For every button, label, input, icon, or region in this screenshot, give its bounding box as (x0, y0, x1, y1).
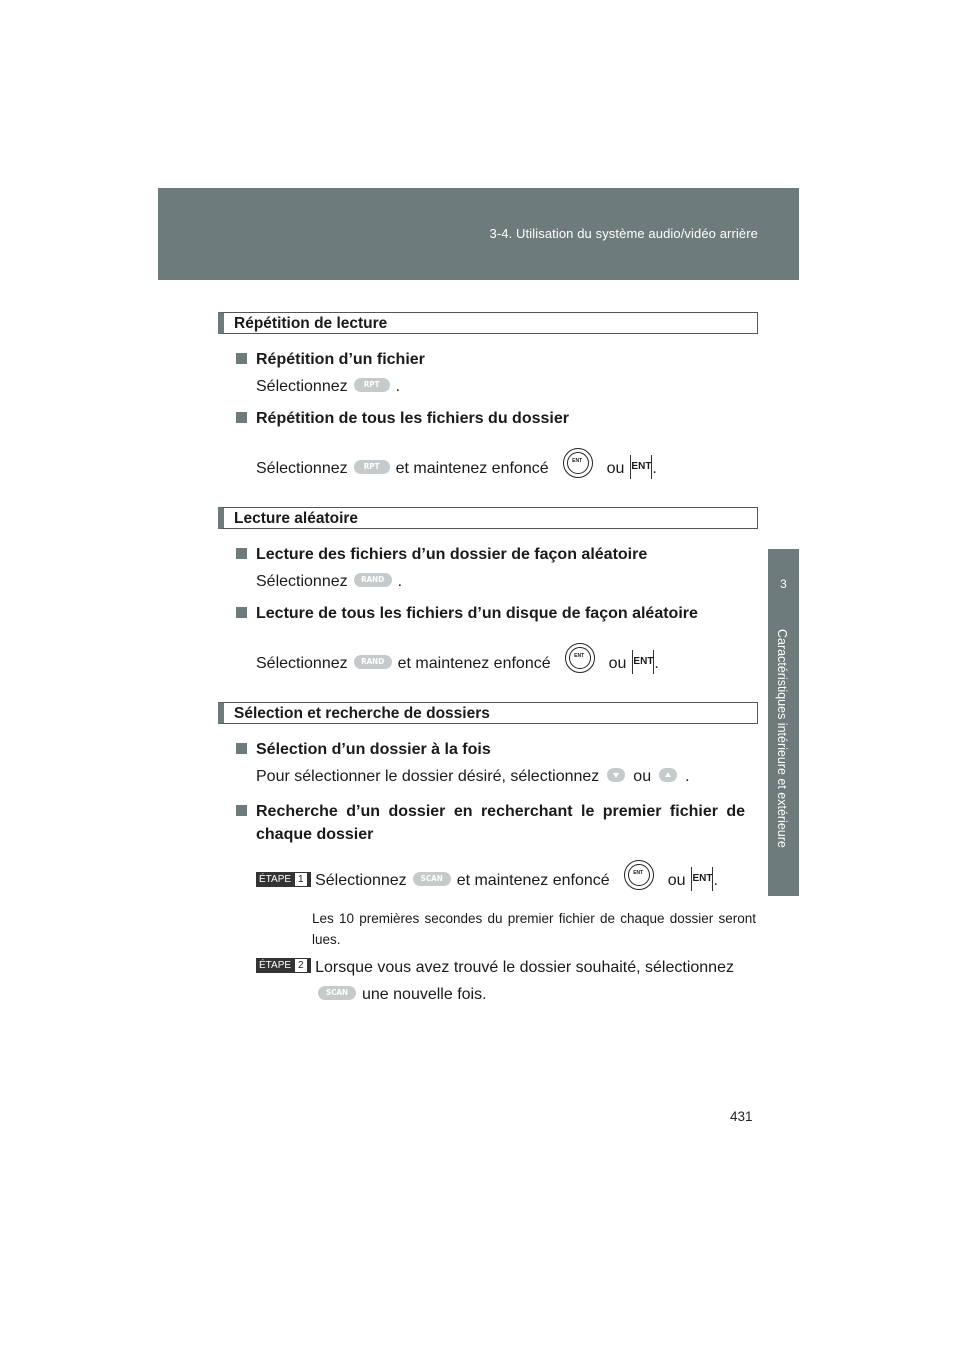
subheading: Répétition de tous les fichiers du dossier (236, 410, 569, 428)
instruction-line: SCAN une nouvelle fois. (312, 986, 487, 1004)
chapter-number: 3 (780, 577, 787, 591)
square-bullet-icon (236, 548, 247, 559)
section-title-folders (218, 702, 758, 724)
step-badge: ÉTAPE 1 (256, 872, 311, 887)
step-2: ÉTAPE 2 Lorsque vous avez trouvé le dossier souhaité, sélectionnez (256, 959, 734, 977)
ent-knob-icon: ENT (563, 448, 593, 478)
subheading: Recherche d’un dossier en recherchant le premier fichier de chaque dossier (236, 800, 756, 846)
instruction-line: Sélectionnez RPT . (256, 378, 401, 395)
section-title-text: Répétition de lecture (234, 315, 388, 332)
chapter-tab (768, 549, 799, 896)
ent-key-icon: ENT (632, 650, 654, 674)
instruction-line: Pour sélectionner le dossier désiré, sélectionnez ou . (256, 768, 690, 785)
up-arrow-button-icon (659, 768, 677, 782)
scan-button-icon: SCAN (413, 872, 451, 886)
subheading: Répétition d’un fichier (236, 351, 425, 369)
ent-knob-icon: ENT (565, 643, 595, 673)
rand-button-icon: RAND (354, 573, 392, 587)
page-number: 431 (730, 1109, 753, 1124)
step-1: ÉTAPE 1 Sélectionnez SCAN et maintenez enfoncé ENT ou ENT. (256, 866, 718, 896)
square-bullet-icon (236, 607, 247, 618)
section-title-text: Sélection et recherche de dossiers (234, 705, 490, 722)
section-title-random (218, 507, 758, 529)
section-title-repeat (218, 312, 758, 334)
square-bullet-icon (236, 805, 247, 816)
square-bullet-icon (236, 353, 247, 364)
subheading: Sélection d’un dossier à la fois (236, 741, 491, 759)
scan-button-icon: SCAN (318, 986, 356, 1000)
square-bullet-icon (236, 412, 247, 423)
chapter-label: Caractéristiques intérieure et extérieure (775, 629, 789, 848)
ent-knob-icon: ENT (624, 860, 654, 890)
header-band (158, 188, 799, 280)
ent-key-icon: ENT (630, 455, 652, 479)
section-header: 3-4. Utilisation du système audio/vidéo arrière (489, 226, 758, 241)
instruction-line: Sélectionnez RAND . (256, 573, 403, 590)
subheading: Lecture de tous les fichiers d’un disque de façon aléatoire (236, 605, 698, 623)
step-note: Les 10 premières secondes du premier fichier de chaque dossier seront lues. (312, 911, 756, 947)
rpt-button-icon: RPT (354, 378, 390, 392)
instruction-line: Sélectionnez RPT et maintenez enfoncé ENT ou ENT. (256, 454, 657, 484)
rpt-button-icon: RPT (354, 460, 390, 474)
instruction-line: Sélectionnez RAND et maintenez enfoncé ENT ou ENT. (256, 649, 659, 679)
subheading: Lecture des fichiers d’un dossier de façon aléatoire (236, 546, 647, 564)
section-title-text: Lecture aléatoire (234, 510, 359, 527)
ent-key-icon: ENT (691, 867, 713, 891)
square-bullet-icon (236, 743, 247, 754)
down-arrow-button-icon (607, 768, 625, 782)
step-badge: ÉTAPE 2 (256, 958, 311, 973)
rand-button-icon: RAND (354, 655, 392, 669)
